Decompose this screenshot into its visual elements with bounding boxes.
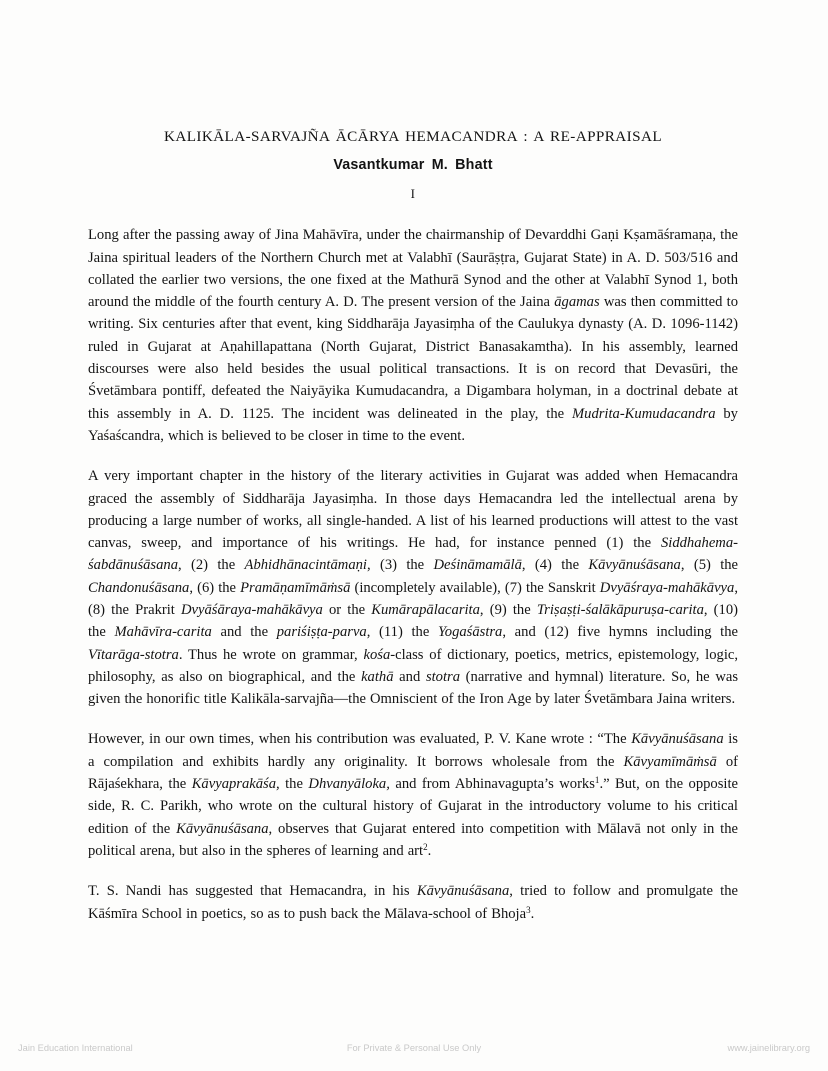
- text-run: , tried to follow and promulgate the Kāśmīra School in poetics, so as to push back the Mālava-school of Bhoja: [88, 883, 739, 922]
- text-run: -class of dictionary, poetics, metrics, epistemology, logic, philosophy, as also on biographical, and the: [88, 646, 739, 685]
- footer-usage-notice: For Private & Personal Use Only: [346, 1043, 482, 1053]
- text-run: , (11) the: [366, 624, 438, 641]
- work-title: Mudrita-Kumudacandra: [571, 405, 716, 422]
- text-run: However, in our own times, when his contribution was evaluated, P. V. Kane wrote : “The: [88, 731, 632, 748]
- text-run: , (4) the: [521, 557, 589, 574]
- text-run: , (8) the Prakrit: [88, 579, 738, 618]
- italic-term: kathā: [361, 668, 394, 685]
- work-title: Kāvyānuśāsana: [588, 557, 681, 574]
- paragraph-2: [88, 447, 738, 710]
- text-run: (narrative and hymnal) literature. So, he was given the honorific title Kalikāla-sarvajña—the Omniscient of the Iron Age by later Śvetāmbara Jaina writers.: [88, 668, 739, 708]
- work-title: Kumārapālacarita: [371, 601, 480, 618]
- text-run: . Thus he wrote on grammar,: [178, 646, 364, 663]
- page-footer: [0, 1043, 828, 1063]
- work-title: Kāvyamīmāṁsā: [623, 753, 717, 770]
- text-run: and the: [211, 624, 277, 641]
- text-run: was then committed to writing. Six centuries after that event, king Siddharāja Jayasiṃha of the Caulukya dynasty (A. D. 1096-1142) ruled in Gujarat at Aṇahillapattana (North Gujarat, District Banasakamtha). In his assembly, learned discourses were also held besides the usual political transactions. It is on record that Devasūri, the Śvetāmbara pontiff, defeated the Naiyāyika Kumudacandra, a Digambara holyman, in a doctrinal debate at this assembly in A. D. 1125. The incident was delineated in the play, the: [88, 294, 738, 422]
- text-run: .” But, on the opposite side, R. C. Parikh, who wrote on the cultural history of Gujarat in the introductory volume to his critical edition of the: [88, 776, 738, 837]
- footer-website[interactable]: www.jainelibrary.org: [727, 1043, 810, 1053]
- footnote-marker-3: 3: [526, 904, 531, 915]
- text-run: , and (12) five hymns including the: [502, 624, 738, 641]
- text-run: , (9) the: [479, 601, 537, 618]
- work-title: Deśināmamālā: [433, 557, 522, 574]
- paragraph-4: [88, 862, 738, 925]
- footnote-marker-1: 1: [594, 775, 600, 786]
- work-title: Siddhahema-śabdānuśāsana: [88, 535, 738, 574]
- text-run: , (10) the: [88, 601, 738, 641]
- italic-term: āgamas: [554, 294, 600, 311]
- work-title: Kāvyānuśāsana: [416, 883, 510, 900]
- text-run: , (3) the: [366, 557, 434, 574]
- text-run: , observes that Gujarat entered into competition with Mālavā not only in the political arena, but also in the spheres of learning and art: [88, 820, 738, 859]
- text-run: or the: [322, 601, 372, 618]
- italic-term: stotra: [425, 668, 460, 685]
- text-run: .: [530, 905, 535, 922]
- footer-publisher: Jain Education International: [18, 1043, 133, 1053]
- text-run: and from Abhinavagupta’s works: [389, 776, 595, 793]
- text-run: T. S. Nandi has suggested that Hemacandra, in his: [88, 883, 417, 900]
- work-title: pariśiṣṭa-parva: [276, 624, 367, 641]
- work-title: Kāvyānuśāsana: [176, 820, 269, 837]
- text-run: and: [393, 668, 426, 685]
- text-run: of Rājaśekhara, the: [88, 753, 738, 793]
- text-run: , (2) the: [178, 557, 245, 574]
- work-title: Kāvyaprakāśa,: [191, 776, 280, 793]
- text-run: (incompletely available), (7) the Sanskrit: [350, 579, 600, 596]
- work-title: Dhvanyāloka,: [308, 776, 390, 793]
- text-run: Long after the passing away of Jina Mahāvīra, under the chairmanship of Devarddhi Gaṇi Kṣamāśramaṇa, the Jaina spiritual leaders of the Northern Church met at Valabhī (Saurāṣṭra, Gujarat State) in A. D. 503/516 and collated the earlier two versions, the one fixed at the Mathurā Synod and the other at Valabhī Synod 1, both around the middle of the fourth century A. D. The present version of the Jaina: [88, 227, 738, 311]
- text-run: A very important chapter in the history of the literary activities in Gujarat was added when Hemacandra graced the assembly of Siddharāja Jayasiṃha. In those days Hemacandra led the intellectual arena by producing a large number of works, all single-handed. A list of his learned productions will attest to the vast canvas, sweep, and importance of his writings. He had, for instance penned (1) the: [88, 468, 738, 552]
- work-title: Abhidhānacintāmaṇi: [244, 557, 367, 574]
- author-name: Vasantkumar M. Bhatt: [333, 157, 493, 174]
- page-title: KALIKĀLA-SARVAJÑA ĀCĀRYA HEMACANDRA : A RE-APPRAISAL: [163, 128, 663, 145]
- text-run: , (6) the: [189, 579, 241, 596]
- text-run: , (5) the: [680, 557, 739, 574]
- work-title: Mahāvīra-carita: [114, 624, 212, 641]
- work-title: Kāvyānuśāsana: [631, 731, 724, 748]
- text-run: the: [279, 776, 309, 793]
- text-run: .: [427, 842, 432, 859]
- paragraph-3: [88, 710, 738, 862]
- work-title: Vītarāga-stotra: [88, 646, 179, 663]
- footnote-marker-2: 2: [423, 841, 428, 852]
- work-title: Yogaśāstra: [438, 624, 503, 641]
- text-run: by Yaśaścandra, which is believed to be closer in time to the event.: [88, 405, 738, 444]
- text-run: is a compilation and exhibits hardly any originality. It borrows wholesale from the: [88, 731, 738, 770]
- paragraph-1: [88, 202, 738, 447]
- work-title: Triṣaṣṭi-śalākāpuruṣa-carita: [536, 601, 704, 618]
- work-title: Dvyāśāraya-mahākāvya: [181, 601, 323, 618]
- document-content: [88, 0, 738, 925]
- section-number: I: [410, 186, 416, 202]
- work-title: Pramāṇamīmāṁsā: [240, 579, 351, 596]
- work-title: Chandonuśāsana: [88, 579, 190, 596]
- italic-term: kośa: [363, 646, 391, 663]
- work-title: Dvyāśraya-mahākāvya: [599, 579, 735, 596]
